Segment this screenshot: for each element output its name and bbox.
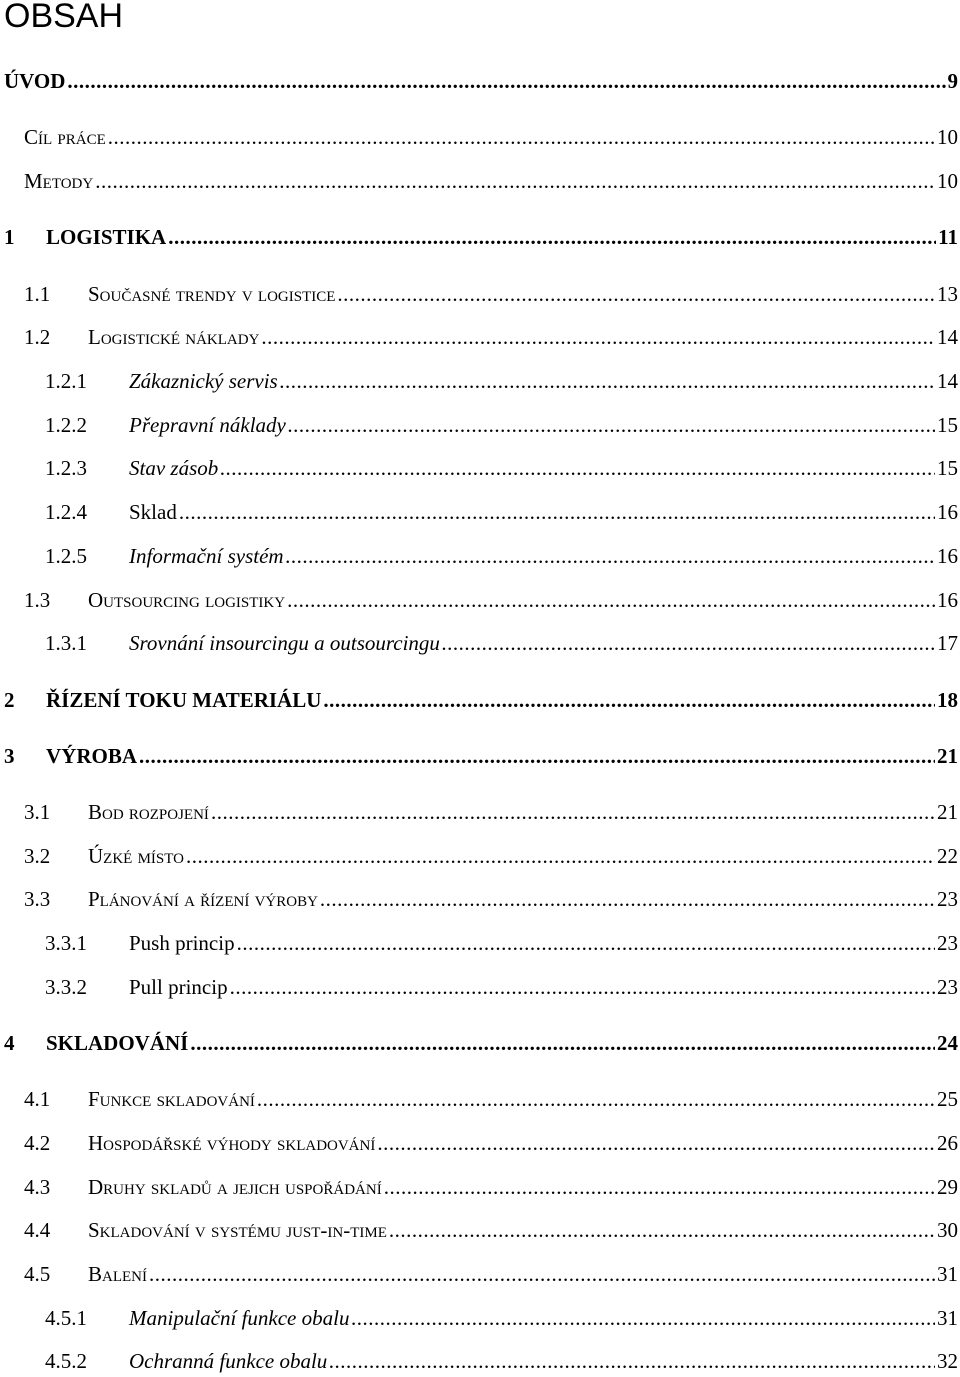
toc-entry-page: 21 — [937, 744, 958, 768]
toc-dot-leader — [320, 884, 935, 914]
toc-entry-page: 14 — [937, 369, 958, 393]
toc-entry-number: 3 — [4, 744, 15, 768]
toc-entry-number: 1.2.1 — [45, 369, 87, 393]
toc-entry-number: 1.2.3 — [45, 456, 87, 480]
toc-dot-leader — [286, 541, 935, 571]
toc-entry-title: Hospodářské výhody skladování — [88, 1131, 376, 1155]
toc-entry-title: Plánování a řízení výroby — [88, 887, 318, 911]
toc-entry-number: 1.2 — [24, 325, 51, 349]
toc-entry-page: 11 — [938, 225, 958, 249]
toc-dot-leader — [280, 366, 935, 396]
toc-entry-number: 1.2.2 — [45, 413, 87, 437]
toc-entry-1-2[interactable] — [24, 322, 958, 352]
toc-entry-title: Přepravní náklady — [129, 413, 286, 437]
toc-entry-number: 4.5.1 — [45, 1306, 87, 1330]
toc-dot-leader — [288, 410, 935, 440]
toc-entry-page: 31 — [937, 1262, 958, 1286]
toc-entry-4-4[interactable] — [24, 1215, 958, 1245]
toc-dot-leader — [168, 222, 936, 252]
toc-dot-leader — [139, 741, 935, 771]
toc-entry-3-1[interactable] — [24, 797, 958, 827]
toc-entry-1-2-1[interactable] — [45, 366, 958, 396]
toc-entry-title: Druhy skladů a jejich uspořádání — [88, 1175, 382, 1199]
toc-dot-leader — [377, 1128, 935, 1158]
toc-dot-leader — [384, 1172, 935, 1202]
toc-entry-title: ŘÍZENÍ TOKU MATERIÁLU — [46, 688, 322, 712]
toc-dot-leader — [287, 585, 935, 615]
toc-entry-title: Manipulační funkce obalu — [129, 1306, 350, 1330]
toc-entry-title: Zákaznický servis — [129, 369, 278, 393]
toc-entry-4-3[interactable] — [24, 1172, 958, 1202]
toc-entry-1-2-4[interactable] — [45, 497, 958, 527]
toc-entry-title: Skladování v systému just-in-time — [88, 1218, 387, 1242]
toc-entry-1-2-5[interactable] — [45, 541, 958, 571]
toc-dot-leader — [329, 1346, 935, 1376]
page-title: OBSAH — [4, 0, 124, 35]
toc-entry-chapter-2[interactable] — [4, 685, 958, 715]
toc-dot-leader — [95, 166, 935, 196]
toc-entry-title: Úzké místo — [88, 844, 184, 868]
toc-dot-leader — [237, 928, 935, 958]
toc-entry-page: 13 — [937, 282, 958, 306]
toc-entry-page: 23 — [937, 975, 958, 999]
toc-dot-leader — [220, 453, 935, 483]
toc-entry-title: LOGISTIKA — [46, 225, 167, 249]
toc-entry-4-5-1[interactable] — [45, 1303, 958, 1333]
toc-entry-number: 3.3.1 — [45, 931, 87, 955]
toc-entry-title: Logistické náklady — [88, 325, 260, 349]
toc-entry-number: 1.2.4 — [45, 500, 87, 524]
toc-entry-page: 15 — [937, 456, 958, 480]
toc-dot-leader — [149, 1259, 935, 1289]
toc-entry-number: 4.5.2 — [45, 1349, 87, 1373]
toc-entry-chapter-3[interactable] — [4, 741, 958, 771]
toc-entry-page: 31 — [937, 1306, 958, 1330]
toc-entry-title: Balení — [88, 1262, 147, 1286]
toc-dot-leader — [323, 685, 935, 715]
toc-entry-page: 10 — [937, 169, 958, 193]
toc-dot-leader — [337, 279, 935, 309]
toc-entry-1-3[interactable] — [24, 585, 958, 615]
toc-entry-page: 17 — [937, 631, 958, 655]
toc-entry-4-1[interactable] — [24, 1084, 958, 1114]
toc-entry-number: 4 — [4, 1031, 15, 1055]
toc-dot-leader — [186, 841, 935, 871]
toc-entry-number: 4.3 — [24, 1175, 51, 1199]
toc-entry-page: 26 — [937, 1131, 958, 1155]
toc-entry-page: 23 — [937, 931, 958, 955]
toc-entry-number: 1.2.5 — [45, 544, 87, 568]
toc-entry-number: 1.3.1 — [45, 631, 87, 655]
toc-entry-title: ÚVOD — [4, 69, 66, 93]
toc-dot-leader — [67, 66, 945, 96]
toc-entry-page: 14 — [937, 325, 958, 349]
toc-entry-3-3-2[interactable] — [45, 972, 958, 1002]
toc-entry-number: 1.3 — [24, 588, 51, 612]
toc-entry-title: Outsourcing logistiky — [88, 588, 286, 612]
toc-dot-leader — [442, 628, 935, 658]
toc-dot-leader — [230, 972, 935, 1002]
toc-entry-title: Pull princip — [129, 975, 228, 999]
toc-entry-4-2[interactable] — [24, 1128, 958, 1158]
toc-entry-title: Push princip — [129, 931, 235, 955]
toc-entry-page: 30 — [937, 1218, 958, 1242]
toc-entry-page: 29 — [937, 1175, 958, 1199]
toc-entry-metody[interactable] — [24, 166, 958, 196]
toc-entry-page: 23 — [937, 887, 958, 911]
toc-entry-title: Současné trendy v logistice — [88, 282, 336, 306]
toc-dot-leader — [389, 1215, 935, 1245]
toc-entry-title: Sklad — [129, 500, 177, 524]
toc-entry-number: 4.4 — [24, 1218, 51, 1242]
toc-entry-title: VÝROBA — [46, 744, 138, 768]
toc-entry-4-5-2[interactable] — [45, 1346, 958, 1376]
toc-entry-page: 10 — [937, 125, 958, 149]
toc-entry-chapter-1[interactable] — [4, 222, 958, 252]
toc-entry-number: 4.1 — [24, 1087, 51, 1111]
toc-entry-cil-prace[interactable] — [24, 122, 958, 152]
toc-entry-page: 16 — [937, 500, 958, 524]
toc-entry-uvod[interactable] — [4, 66, 958, 96]
toc-entry-number: 4.5 — [24, 1262, 51, 1286]
toc-entry-title: Srovnání insourcingu a outsourcingu — [129, 631, 440, 655]
toc-entry-page: 15 — [937, 413, 958, 437]
toc-entry-number: 3.3.2 — [45, 975, 87, 999]
toc-entry-number: 4.2 — [24, 1131, 51, 1155]
toc-entry-title: SKLADOVÁNÍ — [46, 1031, 189, 1055]
toc-entry-number: 3.3 — [24, 887, 51, 911]
toc-entry-page: 32 — [937, 1349, 958, 1373]
toc-entry-title: Metody — [24, 169, 94, 193]
toc-entry-1-2-3[interactable] — [45, 453, 958, 483]
toc-entry-1-2-2[interactable] — [45, 410, 958, 440]
toc-dot-leader — [261, 322, 935, 352]
toc-entry-page: 25 — [937, 1087, 958, 1111]
toc-entry-title: Bod rozpojení — [88, 800, 209, 824]
toc-entry-title: Cíl práce — [24, 125, 106, 149]
toc-entry-number: 3.1 — [24, 800, 51, 824]
toc-entry-page: 21 — [937, 800, 958, 824]
toc-entry-page: 16 — [937, 588, 958, 612]
toc-entry-page: 24 — [937, 1031, 958, 1055]
toc-entry-page: 16 — [937, 544, 958, 568]
toc-entry-3-3-1[interactable] — [45, 928, 958, 958]
toc-dot-leader — [190, 1028, 935, 1058]
toc-entry-title: Ochranná funkce obalu — [129, 1349, 328, 1373]
toc-entry-title: Stav zásob — [129, 456, 219, 480]
toc-dot-leader — [108, 122, 935, 152]
toc-entry-page: 9 — [947, 69, 958, 93]
toc-entry-page: 18 — [937, 688, 958, 712]
toc-entry-title: Informační systém — [129, 544, 284, 568]
toc-entry-1-1[interactable] — [24, 279, 958, 309]
toc-dot-leader — [179, 497, 935, 527]
toc-entry-3-2[interactable] — [24, 841, 958, 871]
toc-entry-number: 1 — [4, 225, 15, 249]
toc-entry-title: Funkce skladování — [88, 1087, 255, 1111]
toc-entry-number: 1.1 — [24, 282, 51, 306]
toc-entry-number: 3.2 — [24, 844, 51, 868]
toc-dot-leader — [211, 797, 935, 827]
toc-entry-page: 22 — [937, 844, 958, 868]
toc-entry-4-5[interactable] — [24, 1259, 958, 1289]
toc-entry-1-3-1[interactable] — [45, 628, 958, 658]
toc-entry-3-3[interactable] — [24, 884, 958, 914]
toc-entry-number: 2 — [4, 688, 15, 712]
toc-dot-leader — [351, 1303, 935, 1333]
toc-dot-leader — [257, 1084, 935, 1114]
toc-entry-chapter-4[interactable] — [4, 1028, 958, 1058]
